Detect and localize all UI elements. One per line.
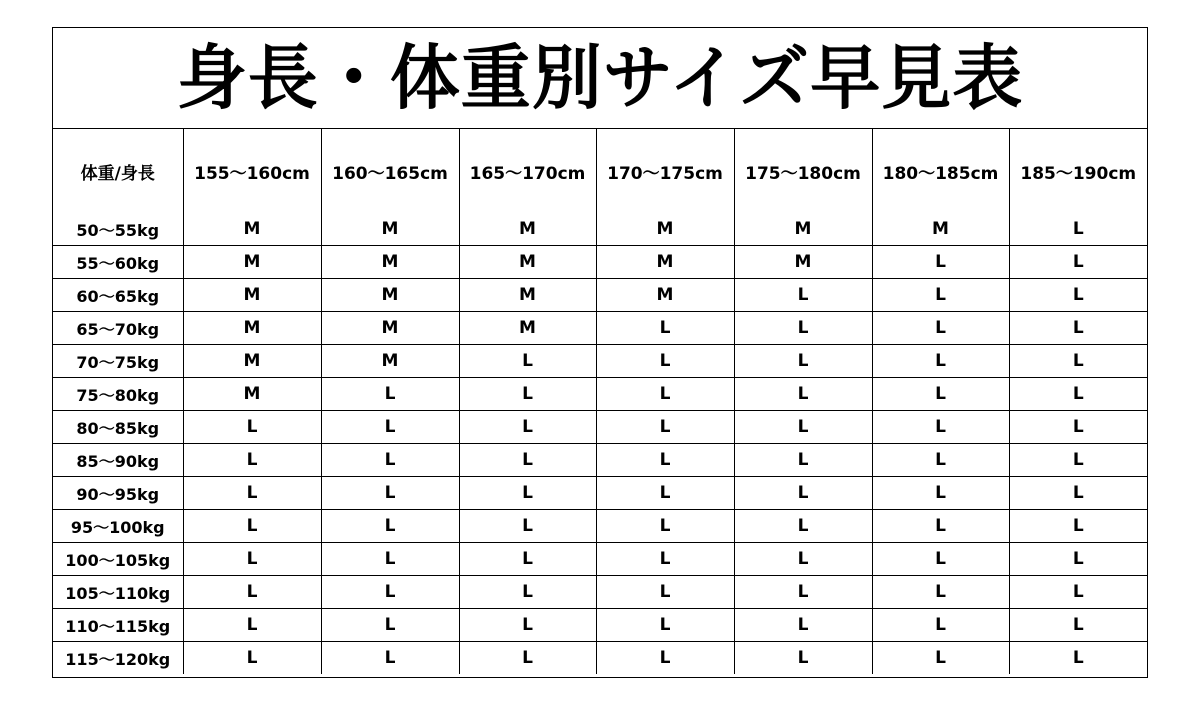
size-cell: L — [459, 378, 596, 411]
size-cell: L — [1009, 411, 1147, 444]
weight-row-header: 80〜85kg — [53, 411, 183, 444]
weight-row-header: 105〜110kg — [53, 576, 183, 609]
size-cell: L — [183, 411, 321, 444]
size-cell: L — [734, 477, 872, 510]
size-cell: L — [734, 543, 872, 576]
size-cell: L — [734, 312, 872, 345]
size-cell: M — [734, 213, 872, 246]
size-cell: L — [183, 543, 321, 576]
title-box — [53, 28, 1147, 129]
table-body — [53, 213, 1147, 674]
weight-row-header: 85〜90kg — [53, 444, 183, 477]
table-row — [53, 345, 1147, 378]
table-row — [53, 213, 1147, 246]
size-cell: L — [596, 312, 734, 345]
size-cell: L — [1009, 246, 1147, 279]
size-cell: L — [459, 609, 596, 642]
size-cell: M — [321, 213, 459, 246]
size-cell: L — [321, 411, 459, 444]
size-cell: L — [872, 279, 1009, 312]
size-cell: L — [872, 477, 1009, 510]
size-cell: L — [1009, 378, 1147, 411]
size-cell: L — [183, 609, 321, 642]
size-cell: M — [183, 345, 321, 378]
size-cell: L — [734, 576, 872, 609]
table-row — [53, 279, 1147, 312]
size-cell: L — [734, 345, 872, 378]
size-cell: L — [872, 444, 1009, 477]
size-cell: M — [183, 246, 321, 279]
size-cell: L — [734, 279, 872, 312]
size-cell: L — [596, 444, 734, 477]
size-cell: M — [321, 246, 459, 279]
size-cell: M — [459, 246, 596, 279]
size-cell: L — [872, 543, 1009, 576]
table-row — [53, 543, 1147, 576]
size-cell: L — [183, 444, 321, 477]
size-cell: L — [459, 576, 596, 609]
size-cell: M — [459, 279, 596, 312]
size-cell: L — [872, 411, 1009, 444]
weight-row-header: 65〜70kg — [53, 312, 183, 345]
size-cell: M — [459, 213, 596, 246]
size-cell: L — [596, 510, 734, 543]
height-column-header: 185〜190cm — [1009, 129, 1147, 213]
size-cell: L — [734, 609, 872, 642]
table-row — [53, 378, 1147, 411]
corner-label: 体重/身長 — [53, 129, 183, 213]
size-cell: L — [1009, 543, 1147, 576]
weight-row-header: 90〜95kg — [53, 477, 183, 510]
size-cell: L — [872, 642, 1009, 675]
size-cell: L — [1009, 213, 1147, 246]
size-chart — [52, 27, 1148, 678]
weight-row-header: 115〜120kg — [53, 642, 183, 675]
size-cell: M — [321, 345, 459, 378]
size-cell: L — [183, 642, 321, 675]
size-cell: L — [1009, 510, 1147, 543]
size-cell: L — [734, 411, 872, 444]
weight-row-header: 50〜55kg — [53, 213, 183, 246]
size-cell: L — [596, 345, 734, 378]
size-cell: L — [734, 642, 872, 675]
size-cell: L — [1009, 477, 1147, 510]
size-cell: M — [183, 312, 321, 345]
size-cell: L — [321, 510, 459, 543]
size-cell: L — [459, 543, 596, 576]
table-row — [53, 246, 1147, 279]
size-table — [53, 129, 1147, 674]
size-cell: L — [459, 477, 596, 510]
size-cell: M — [734, 246, 872, 279]
size-cell: M — [596, 246, 734, 279]
size-cell: L — [596, 609, 734, 642]
weight-row-header: 110〜115kg — [53, 609, 183, 642]
size-cell: L — [734, 378, 872, 411]
table-row — [53, 609, 1147, 642]
height-column-header: 165〜170cm — [459, 129, 596, 213]
size-cell: L — [321, 378, 459, 411]
size-cell: L — [596, 543, 734, 576]
size-cell: L — [872, 576, 1009, 609]
header-row — [53, 129, 1147, 213]
size-cell: L — [459, 444, 596, 477]
table-row — [53, 411, 1147, 444]
table-row — [53, 312, 1147, 345]
size-cell: L — [596, 642, 734, 675]
weight-row-header: 75〜80kg — [53, 378, 183, 411]
table-row — [53, 510, 1147, 543]
height-column-header: 170〜175cm — [596, 129, 734, 213]
size-cell: M — [596, 279, 734, 312]
size-cell: L — [596, 378, 734, 411]
size-cell: M — [459, 312, 596, 345]
size-cell: L — [1009, 609, 1147, 642]
table-row — [53, 642, 1147, 675]
size-cell: M — [321, 279, 459, 312]
size-cell: L — [596, 576, 734, 609]
size-cell: M — [183, 213, 321, 246]
size-cell: M — [183, 279, 321, 312]
size-cell: L — [183, 477, 321, 510]
height-column-header: 160〜165cm — [321, 129, 459, 213]
size-cell: L — [872, 510, 1009, 543]
size-cell: L — [321, 477, 459, 510]
weight-row-header: 55〜60kg — [53, 246, 183, 279]
size-cell: M — [872, 213, 1009, 246]
size-cell: L — [1009, 312, 1147, 345]
table-row — [53, 477, 1147, 510]
size-cell: L — [459, 411, 596, 444]
page-title: 身長・体重別サイズ早見表 — [176, 37, 1024, 119]
size-cell: L — [1009, 576, 1147, 609]
size-cell: L — [734, 510, 872, 543]
weight-row-header: 70〜75kg — [53, 345, 183, 378]
size-cell: L — [872, 378, 1009, 411]
table-row — [53, 444, 1147, 477]
size-cell: L — [321, 609, 459, 642]
size-cell: L — [596, 477, 734, 510]
size-cell: L — [1009, 444, 1147, 477]
size-cell: L — [872, 312, 1009, 345]
size-cell: L — [321, 642, 459, 675]
size-cell: L — [183, 576, 321, 609]
size-cell: L — [734, 444, 872, 477]
size-cell: M — [321, 312, 459, 345]
size-cell: L — [596, 411, 734, 444]
size-cell: L — [1009, 345, 1147, 378]
weight-row-header: 100〜105kg — [53, 543, 183, 576]
size-cell: M — [183, 378, 321, 411]
size-cell: L — [872, 609, 1009, 642]
size-cell: L — [1009, 279, 1147, 312]
size-cell: M — [596, 213, 734, 246]
weight-row-header: 95〜100kg — [53, 510, 183, 543]
size-cell: L — [872, 345, 1009, 378]
size-cell: L — [459, 510, 596, 543]
weight-row-header: 60〜65kg — [53, 279, 183, 312]
height-column-header: 180〜185cm — [872, 129, 1009, 213]
size-cell: L — [459, 345, 596, 378]
size-cell: L — [321, 444, 459, 477]
height-column-header: 175〜180cm — [734, 129, 872, 213]
size-cell: L — [321, 543, 459, 576]
size-cell: L — [1009, 642, 1147, 675]
size-cell: L — [183, 510, 321, 543]
size-cell: L — [459, 642, 596, 675]
size-cell: L — [321, 576, 459, 609]
size-cell: L — [872, 246, 1009, 279]
height-column-header: 155〜160cm — [183, 129, 321, 213]
table-row — [53, 576, 1147, 609]
